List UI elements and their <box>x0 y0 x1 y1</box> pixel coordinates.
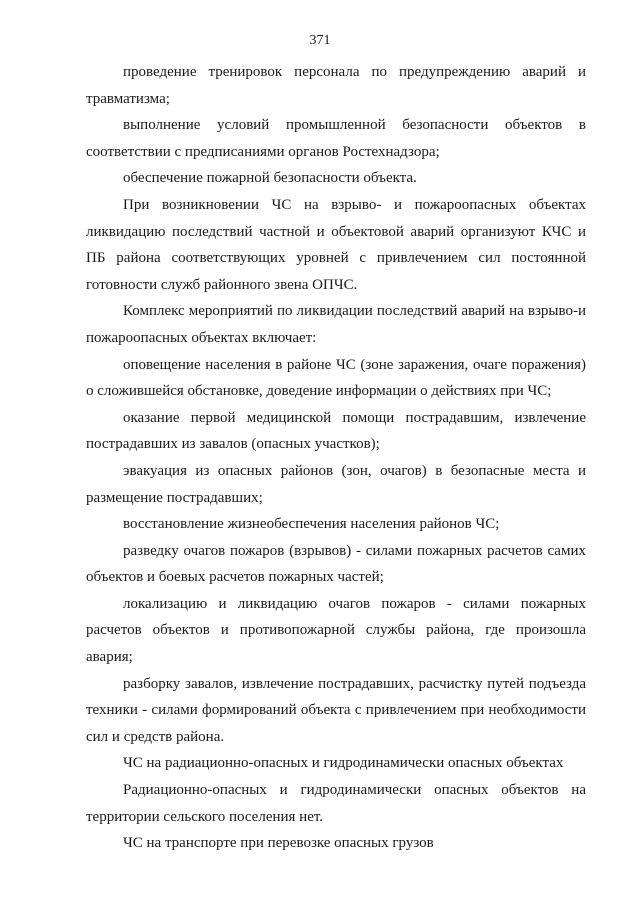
paragraph-debris-clearing: разборку завалов, извлечение пострадавших, расчистку путей подъезда техники - силами формирований объекта с привлечением при необходимости сил и средств района. <box>86 675 586 745</box>
heading-transport-hazardous-cargo: ЧС на транспорте при перевозке опасных грузов <box>123 835 434 852</box>
paragraph-life-support: восстановление жизнеобеспечения населения районов ЧС; <box>123 516 500 533</box>
page-number: 371 <box>309 33 331 48</box>
paragraph-personnel-training: проведение тренировок персонала по предупреждению аварий и травматизма; <box>86 64 586 107</box>
paragraph-population-warning: оповещение населения в районе ЧС (зоне заражения, очаге поражения) о сложившейся обстановке, доведение информации о действиях при ЧС; <box>86 356 586 400</box>
paragraph-no-radiation-objects: Радиационно-опасных и гидродинамически опасных объектов на территории сельского поселения нет. <box>86 782 586 825</box>
paragraph-fire-localization: локализацию и ликвидацию очагов пожаров - силами пожарных расчетов объектов и противопожарной службы района, где произошла авария; <box>86 595 586 666</box>
paragraph-first-aid: оказание первой медицинской помощи пострадавшим, извлечение пострадавших из завалов (опасных участков); <box>86 409 586 453</box>
body-text <box>86 59 586 857</box>
paragraph-fire-safety: обеспечение пожарной безопасности объекта. <box>123 170 417 187</box>
paragraph-fire-reconnaissance: разведку очагов пожаров (взрывов) - силами пожарных расчетов самих объектов и боевых расчетов пожарных частей; <box>86 542 586 586</box>
heading-radiation-hydrodynamic: ЧС на радиационно-опасных и гидродинамически опасных объектах <box>123 755 564 772</box>
paragraph-evacuation: эвакуация из опасных районов (зон, очагов) в безопасные места и размещение пострадавших; <box>86 462 586 506</box>
paragraph-industrial-safety: выполнение условий промышленной безопасности объектов в соответствии с предписаниями органов Ростехнадзора; <box>86 117 586 160</box>
paragraph-measures-intro: Комплекс мероприятий по ликвидации последствий аварий на взрыво-и пожароопасных объектах включает: <box>86 303 586 346</box>
paragraph-emergency-response: При возникновении ЧС на взрыво- и пожароопасных объектах ликвидацию последствий частной и объектовой аварий организуют КЧС и ПБ района соответствующих уровней с привлечением сил постоянной готовности служб районного звена ОПЧС. <box>86 196 586 293</box>
